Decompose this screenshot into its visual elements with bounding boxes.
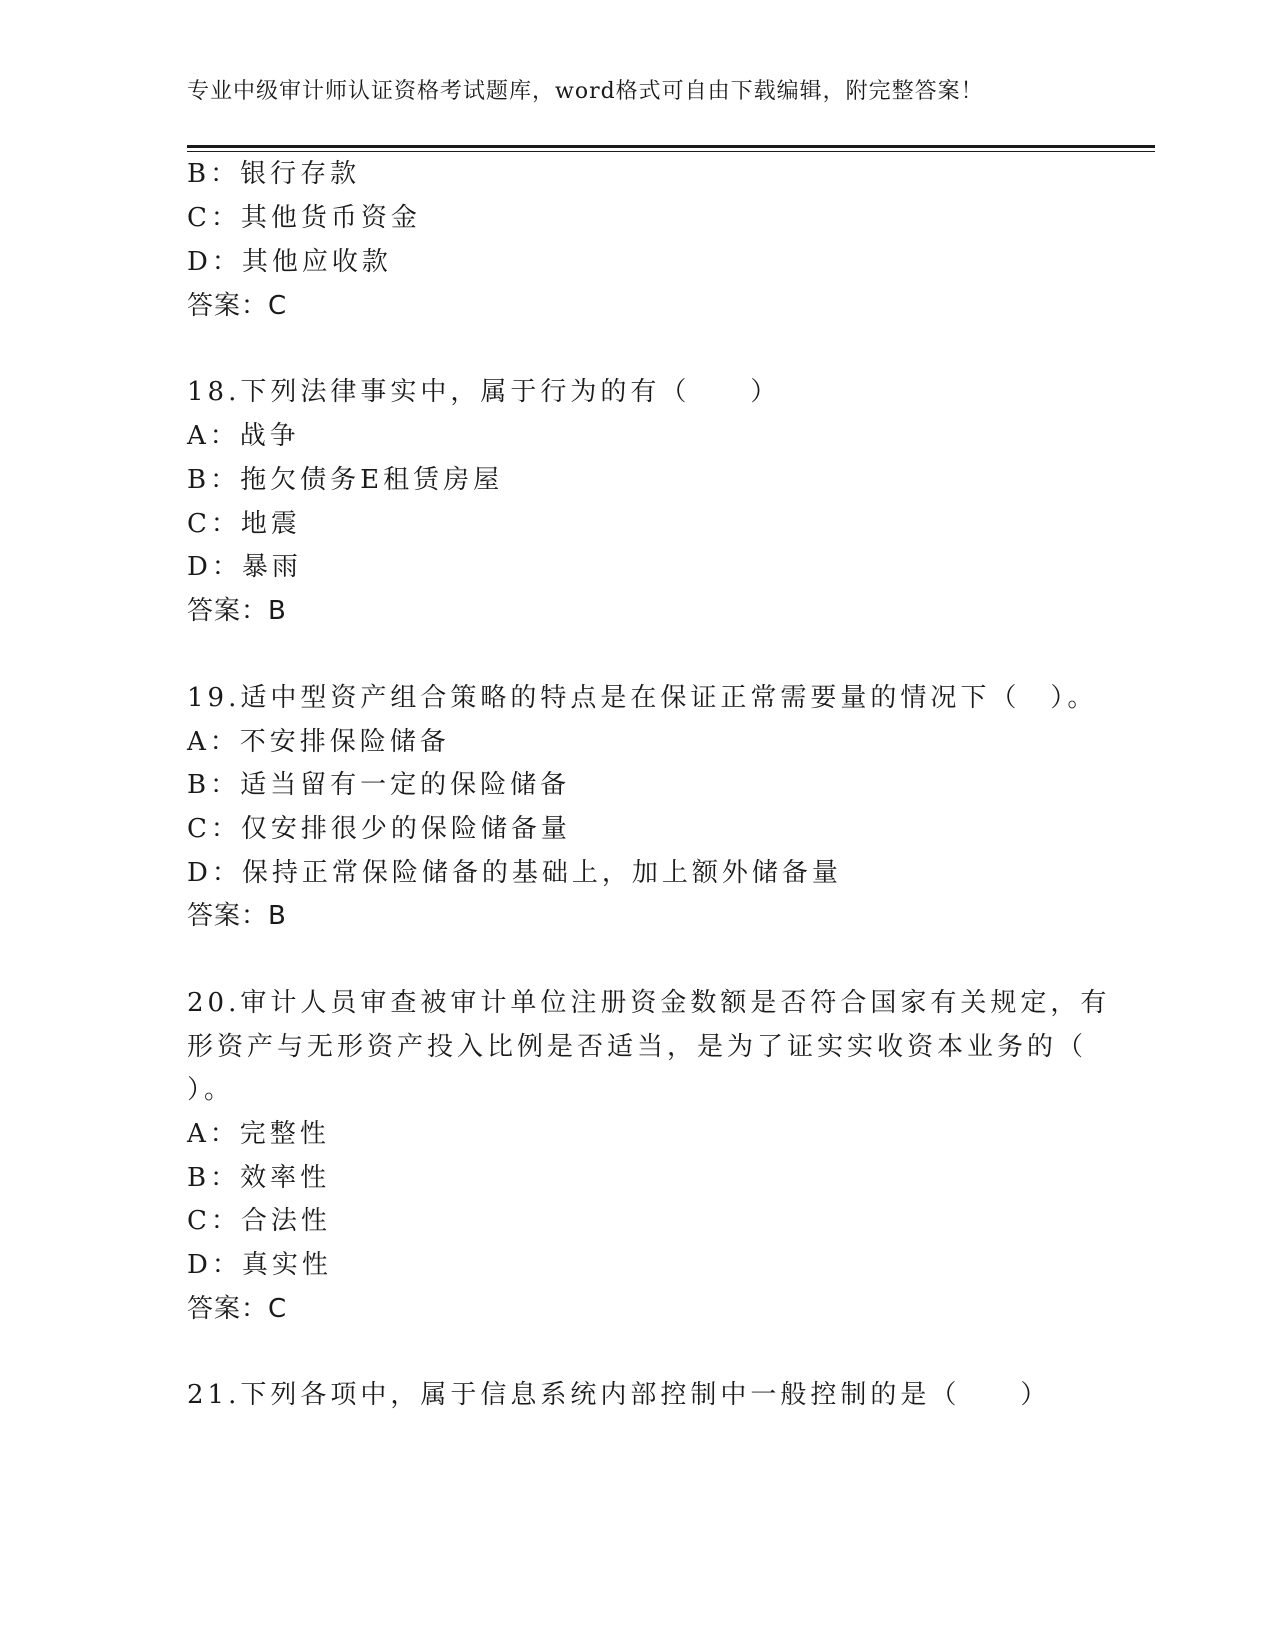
q20-option-a: A：完整性 — [187, 1119, 330, 1149]
q18-option-d: D：暴雨 — [187, 552, 302, 582]
q18-answer: 答案：B — [187, 596, 287, 626]
q20-question-line-3: ）。 — [187, 1075, 235, 1105]
q20-option-c: C：合法性 — [187, 1206, 331, 1236]
q17-option-d: D：其他应收款 — [187, 247, 392, 277]
q18-option-c: C：地震 — [187, 509, 301, 539]
page-header: 专业中级审计师认证资格考试题库，word格式可自由下载编辑，附完整答案！ — [187, 79, 984, 104]
q17-option-c: C：其他货币资金 — [187, 203, 421, 233]
header-rule-thin — [187, 151, 1155, 152]
q17-option-b: B：银行存款 — [187, 159, 361, 189]
q19-option-d: D：保持正常保险储备的基础上，加上额外储备量 — [187, 858, 842, 888]
q18-option-b: B：拖欠债务E租赁房屋 — [187, 465, 504, 495]
q20-answer: 答案：C — [187, 1294, 288, 1324]
q20-question-line-2: 形资产与无形资产投入比例是否适当，是为了证实实收资本业务的（ — [187, 1032, 1088, 1062]
header-rule-thick — [187, 145, 1155, 148]
q19-option-b: B：适当留有一定的保险储备 — [187, 770, 571, 800]
q18-question: 18.下列法律事实中，属于行为的有（ ） — [187, 377, 781, 407]
q19-question: 19.适中型资产组合策略的特点是在保证正常需要量的情况下（ ）。 — [187, 683, 1098, 713]
q17-answer: 答案：C — [187, 291, 288, 321]
q19-option-c: C：仅安排很少的保险储备量 — [187, 814, 571, 844]
q18-option-a: A：战争 — [187, 421, 300, 451]
q19-option-a: A：不安排保险储备 — [187, 727, 450, 757]
q20-option-d: D：真实性 — [187, 1250, 332, 1280]
q21-question: 21.下列各项中，属于信息系统内部控制中一般控制的是（ ） — [187, 1380, 1051, 1410]
q20-option-b: B：效率性 — [187, 1163, 331, 1193]
q20-question-line-1: 20.审计人员审查被审计单位注册资金数额是否符合国家有关规定，有 — [187, 988, 1111, 1018]
q19-answer: 答案：B — [187, 901, 287, 931]
